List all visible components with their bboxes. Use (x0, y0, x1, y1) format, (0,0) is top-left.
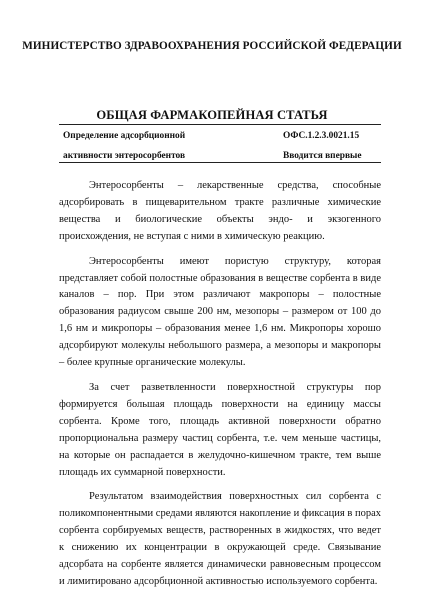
article-type-heading: ОБЩАЯ ФАРМАКОПЕЙНАЯ СТАТЬЯ (96, 108, 328, 122)
article-status: Вводится впервые (283, 151, 362, 161)
body-paragraph: Энтеросорбенты – лекарственные средства, способные адсорбировать в пищеварительном тракте различные химические вещества и биологические объекты эндо- и экзогенного происхождения, не вступая с ними в химическую реакцию. (59, 180, 381, 242)
article-meta (283, 126, 393, 166)
ministry-heading: МИНИСТЕРСТВО ЗДРАВООХРАНЕНИЯ РОССИЙСКОЙ ФЕДЕРАЦИИ (22, 40, 402, 52)
article-title (63, 126, 253, 166)
article-title-line-1: Определение адсорбционной (63, 131, 186, 141)
body-paragraph: Результатом взаимодействия поверхностных сил сорбента с поликомпонентными средами являются накопление и фиксация в порах сорбента сорбируемых веществ, растворенных в жидкостях, что ведет к снижению их концентрации в окружающей среде. Связывание адсорбата на сорбенте является динамически равновесным процессом и лимитировано адсорбционной активностью используемого сорбента. (59, 491, 381, 587)
header-top-rule (59, 124, 381, 125)
article-body (59, 178, 381, 599)
body-paragraph: За счет разветвленности поверхностной структуры пор формируется большая площадь поверхности на единицу массы сорбента. Кроме того, площадь активной поверхности обратно пропорциональна размеру частиц сорбента, т.е. чем меньше частицы, на которые он распадается в желудочно-кишечном тракте, тем выше площадь их суммарной поверхности. (59, 381, 381, 478)
article-code: ОФС.1.2.3.0021.15 (283, 131, 360, 141)
body-paragraph: Энтеросорбенты имеют пористую структуру, которая представляет собой полостные образования в веществе сорбента в виде каналов – пор. При этом различают макропоры – полостные образования радиусом свыше 200 нм, мезопоры – размером от 100 до 1,6 нм и микропоры – образования менее 1,6 нм. Микропоры хорошо адсорбируют молекулы небольшого размера, а мезопоры и макропоры – более крупные органические молекулы. (59, 255, 381, 369)
header-bottom-rule (59, 162, 381, 163)
article-title-line-2: активности энтеросорбентов (63, 151, 186, 161)
